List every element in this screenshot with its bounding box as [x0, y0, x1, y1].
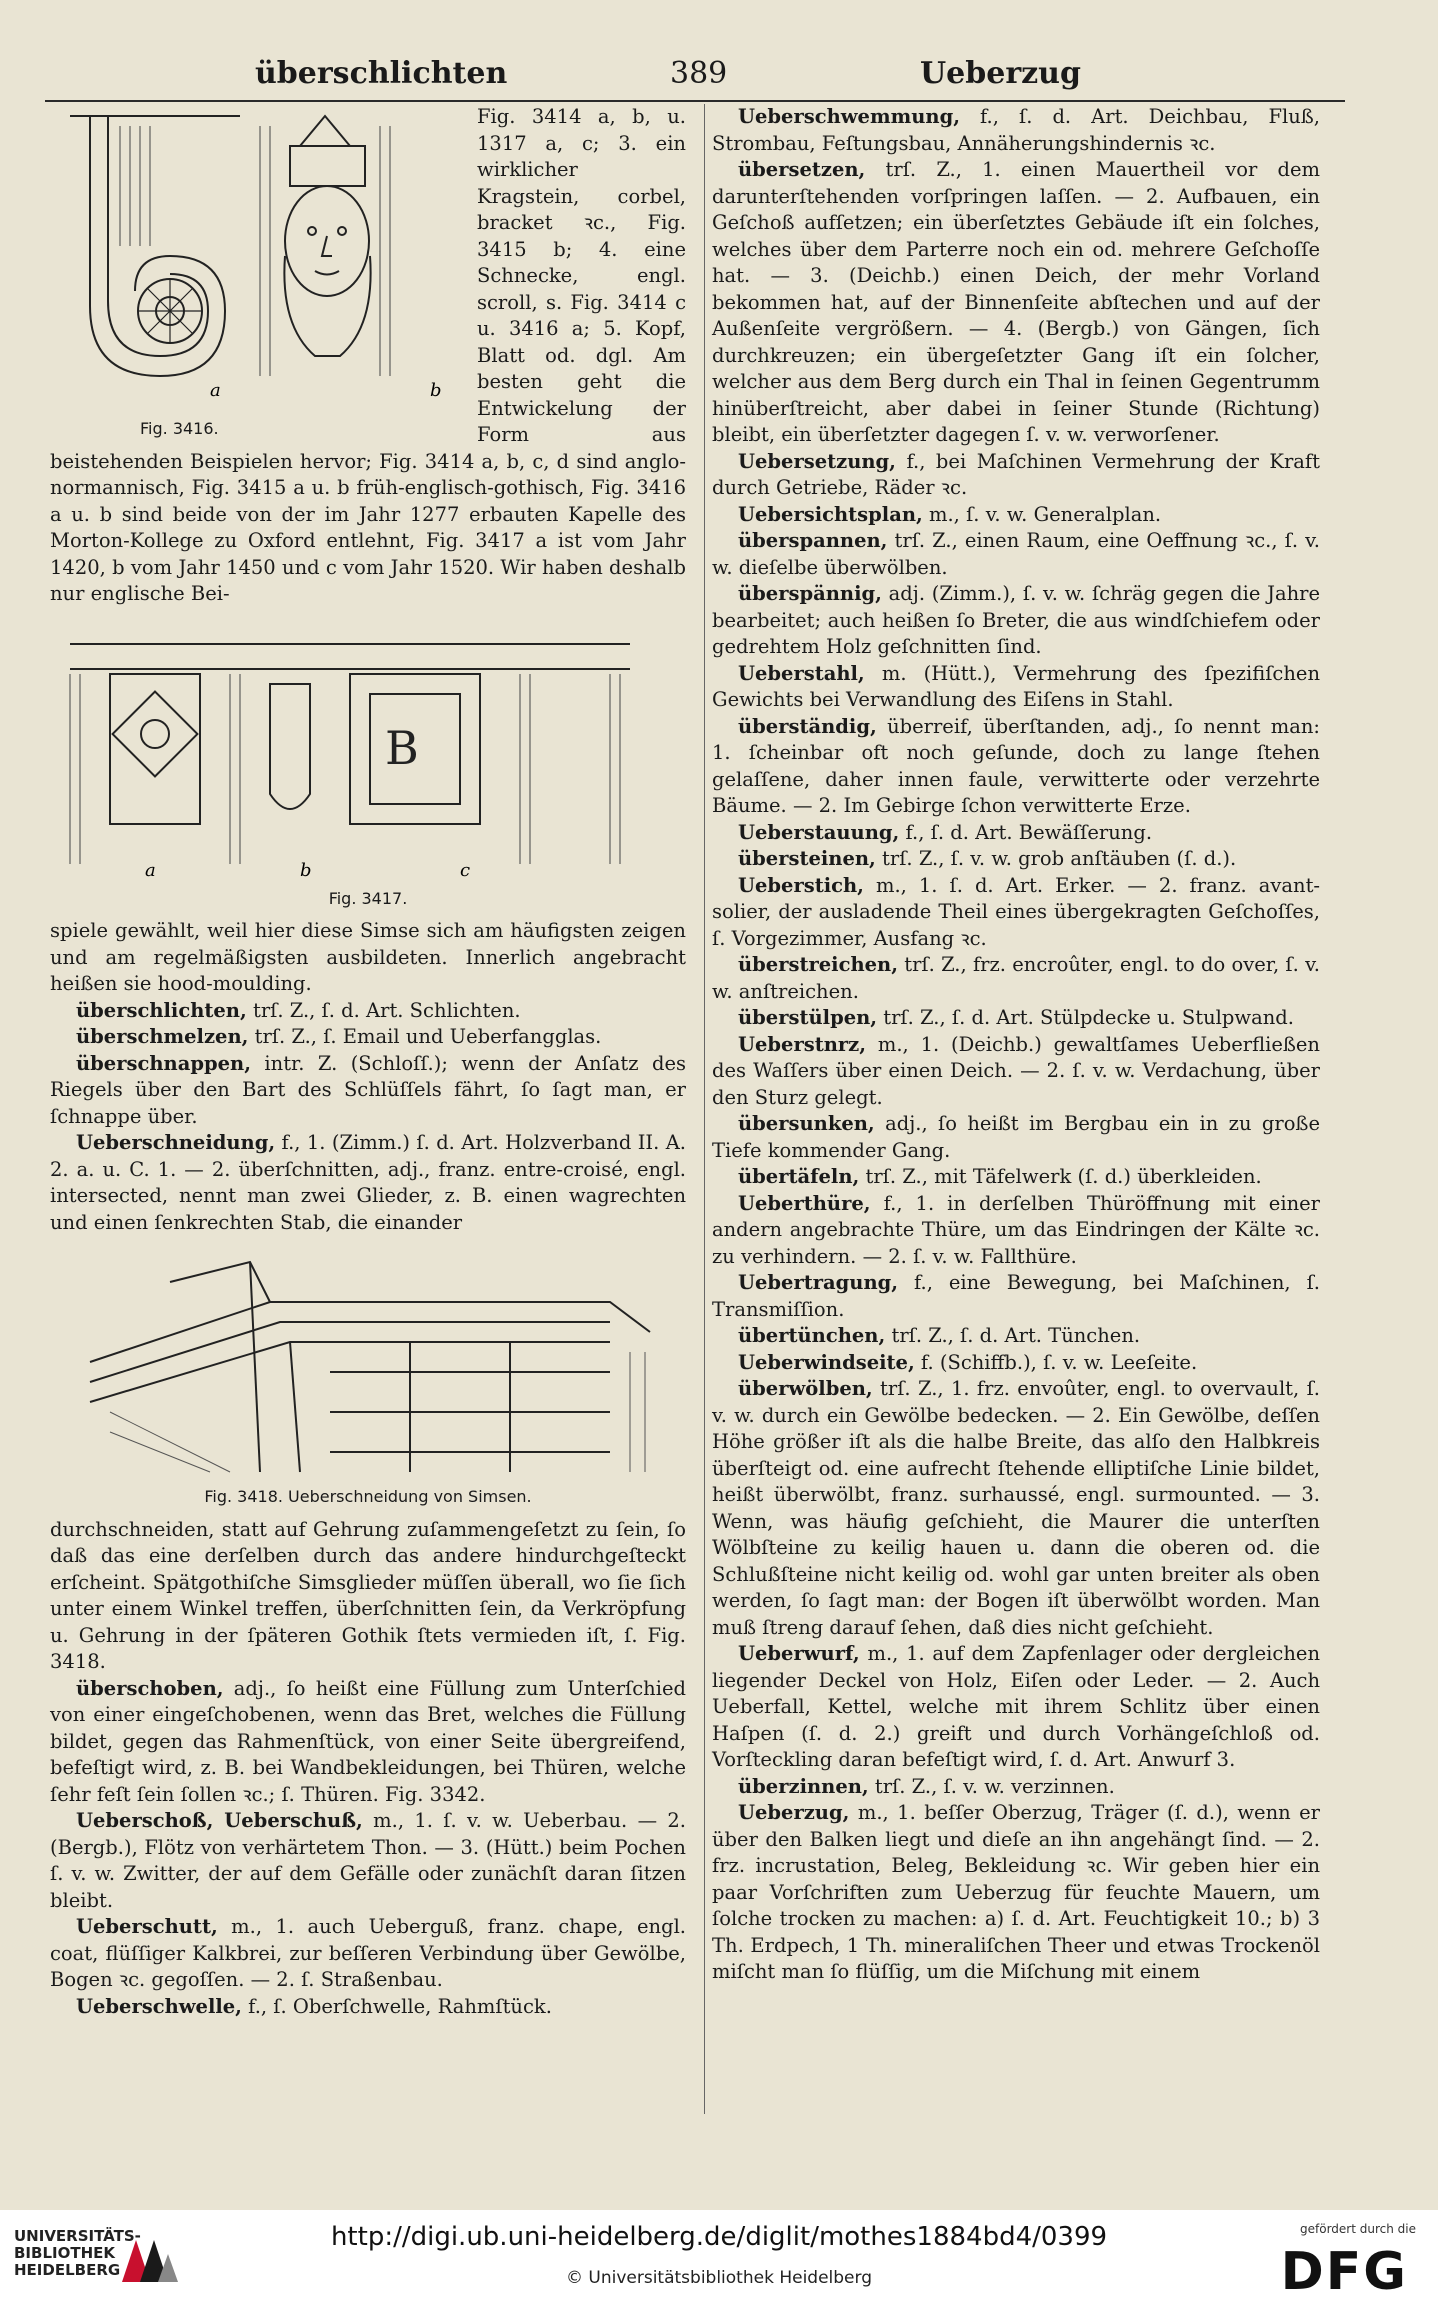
library-line-2: BIBLIOTHEK	[14, 2244, 115, 2262]
entry-text: trſ. Z., ſ. d. Art. Schlichten.	[246, 998, 521, 1022]
svg-text:B: B	[385, 720, 419, 775]
entry-text: f., bei Maſchinen Vermehrung der Kraft durch Getriebe, Räder ꝛc.	[712, 449, 1320, 499]
headword: überschlichten,	[76, 998, 247, 1022]
headword: Ueberwindseite,	[738, 1350, 915, 1374]
running-header	[50, 50, 1388, 96]
entry-text: trſ. Z., 1. frz. envoûter, engl. to overvault, ſ. v. w. durch ein Gewölbe bedecken. — 2. Ein Gewölbe, deſſen Höhe größer iſt als die halbe Breite, das alſo den Halbkreis überſteigt od. eine aufrecht ſtehende elliptiſche Linie bildet, heißt überwölbt, franz. surhaussé, engl. surmounted. — 3. Wenn, was häufig geſchieht, die Maurer die unterſten Wölbſteine zu keilig hauen u. dann die oberen od. die Schlußſteine nicht keilig od. wohl gar unten breiter als oben werden, ſo ſagt man: der Bogen iſt überwölbt worden. Man muß ſtreng darauf ſehen, daß dies nicht geſchieht.	[712, 1377, 1320, 1639]
entry-text: überreif, überſtanden, adj., ſo nennt man: 1. ſcheinbar oft noch geſunde, doch zu lange ſtehen gelaſſene, daher innen faule, verwitterte oder verzehrte Bäume. — 2. Im Gebirge ſchon verwitterte Erze.	[712, 714, 1320, 817]
dictionary-entry	[712, 820, 1320, 847]
entry-ueberschoben	[50, 1676, 686, 1809]
headword: Ueberthüre,	[738, 1191, 871, 1215]
entry-text: m. (Hütt.), Vermehrung des ſpezifiſchen Gewichts bei Verwandlung des Eiſens in Stahl.	[712, 661, 1320, 711]
headword: Ueberstauung,	[738, 820, 900, 844]
entry-text: f., ſ. d. Art. Bewäſſerung.	[899, 820, 1153, 844]
figure-3417	[50, 614, 686, 913]
entry-text: trſ. Z., einen Raum, eine Oeffnung ꝛc., ſ. v. w. dieſelbe überwölben.	[712, 529, 1320, 579]
fig3416-label-b: b	[430, 380, 442, 401]
page-number: 389	[670, 56, 728, 91]
entry-text: trſ. Z., ſ. v. w. grob anſtäuben (ſ. d.).	[875, 847, 1237, 870]
headword: überstreichen,	[738, 953, 898, 976]
entry-ueberschlichten	[50, 998, 686, 1025]
library-line-1: UNIVERSITÄTS-	[14, 2227, 141, 2245]
headword: überständig,	[738, 714, 877, 738]
entry-text: trſ. Z., 1. einen Mauertheil vor dem darunterſtehenden vorſpringen laſſen. — 2. Aufbauen, ein Geſchoß aufſetzen; ein überſetztes Gebäude iſt ein ſolches, welches über dem Parterre noch ein od. mehrere Geſchoſſe hat. — 3. (Deichb.) einen Deich, der mehr Vorland bekommen hat, auf der Binnenſeite abſtechen und auf der Außenſeite vergrößern. — 4. (Bergb.) von Gängen, ſich durchkreuzen; ein übergeſetzter Gang iſt ein ſolcher, welcher aus dem Berg durch ein Thal in ſeinen Gegentrumm hinüberſtreicht, aber dabei in ſeiner Stunde (Richtung) bleibt, ein überſetzter dagegen ſ. v. w. verworſener.	[712, 158, 1320, 446]
figure-3417-drawing	[50, 614, 650, 884]
dictionary-entry	[712, 1800, 1320, 1986]
entry-text: adj., ſo heißt im Bergbau ein in zu große Tiefe kommender Gang.	[712, 1112, 1320, 1162]
copyright-notice: © Universitätsbibliothek Heidelberg	[565, 2268, 872, 2288]
entry-text: m., 1. ſ. v. w. Ueberbau. — 2. (Bergb.), Flötz von verhärtetem Thon. — 3. (Hütt.) beim Pochen ſ. v. w. Zwitter, der auf dem Gefälle oder zunächſt daran ſitzen bleibt.	[50, 1809, 686, 1912]
dictionary-entry	[712, 714, 1320, 820]
headword: überschoben,	[76, 1676, 224, 1700]
dictionary-entry	[712, 873, 1320, 953]
headword: Ueberschoß, Ueberschuß,	[76, 1809, 363, 1832]
entry-ueberschmelzen	[50, 1024, 686, 1051]
dictionary-entry	[712, 952, 1320, 1005]
dictionary-entry	[712, 1350, 1320, 1377]
funder-caption: gefördert durch die	[1300, 2222, 1416, 2236]
library-line-3: HEIDELBERG	[14, 2261, 121, 2279]
headword: überspannen,	[738, 529, 888, 552]
entry-text: f., 1. in derſelben Thüröffnung mit einer andern angebrachte Thüre, um das Eindringen der Kälte ꝛc. zu verhindern. — 2. ſ. v. w. Fallthüre.	[712, 1191, 1320, 1268]
column-divider	[704, 104, 705, 2114]
headword: Ueberstnrz,	[738, 1032, 867, 1056]
entry-ueberschwelle	[50, 1994, 686, 2021]
dictionary-entry	[712, 846, 1320, 873]
fig3416-label-a: a	[210, 380, 221, 401]
permalink-url[interactable]: http://digi.ub.uni-heidelberg.de/diglit/mothes1884bd4/0399	[330, 2222, 1108, 2252]
viewer-footer	[0, 2210, 1438, 2308]
entry-text: f., 1. (Zimm.) ſ. d. Art. Holzverband II. A. 2. a. u. C. 1. — 2. überſchnitten, adj., franz. entre-croisé, engl. intersected, nennt man zwei Glieder, z. B. einen wagrechten und einen ſenkrechten Stab, die einander	[50, 1131, 686, 1234]
dictionary-entry	[712, 1111, 1320, 1164]
right-running-head: Ueberzug	[920, 56, 1081, 91]
dictionary-entry	[712, 1005, 1320, 1032]
header-rule	[45, 100, 1345, 102]
headword: überzinnen,	[738, 1774, 869, 1798]
headword: überspännig,	[738, 582, 882, 605]
entry-text: m., 1. beſſer Oberzug, Träger (ſ. d.), wenn er über den Balken liegt und dieſe an ihn angehängt ſind. — 2. frz. incrustation, Beleg, Bekleidung ꝛc. Wir geben hier ein paar Vorſchriften zum Ueberzug für feuchte Mauern, um ſolche trocken zu machen: a) ſ. d. Art. Feuchtigkeit 10.; b) 3 Th. Erdpech, 1 Th. mineraliſchen Theer und etwas Trockenöl miſcht man ſo flüſſig, um die Miſchung mit einem	[712, 1801, 1320, 1983]
dictionary-entry	[712, 661, 1320, 714]
headword: Ueberschwemmung,	[738, 105, 960, 128]
after-figure-paragraph: spiele gewählt, weil hier diese Simse sich am häufigsten zeigen und am regelmäßigsten ausbildeten. Innerlich angebracht heißen sie hood-moulding.	[50, 919, 686, 995]
entry-ueberschnappen	[50, 1051, 686, 1131]
entry-text: trſ. Z., ſ. d. Art. Tünchen.	[885, 1324, 1141, 1347]
dictionary-entry	[712, 1323, 1320, 1350]
headword: Uebersichtsplan,	[738, 502, 923, 526]
entry-text: m., 1. ſ. d. Art. Erker. — 2. franz. avant-solier, der ausladende Theil eines übergekragten Geſchoſſes, ſ. Vorgezimmer, Ausfang ꝛc.	[712, 873, 1320, 950]
entry-text: trſ. Z., ſ. v. w. verzinnen.	[868, 1774, 1115, 1798]
figure-3418-caption: Fig. 3418. Ueberschneidung von Simsen.	[204, 1487, 532, 1506]
entry-ueberschoss	[50, 1808, 686, 1914]
entry-text: trſ. Z., ſ. Email und Ueberfangglas.	[248, 1025, 602, 1048]
dictionary-entry	[712, 1774, 1320, 1801]
dictionary-entry	[712, 1191, 1320, 1271]
headword: Uebersetzung,	[738, 449, 896, 473]
headword: Ueberschutt,	[76, 1915, 218, 1938]
dictionary-entry	[712, 1641, 1320, 1774]
dictionary-entry	[712, 502, 1320, 529]
entry-text: f., ſ. d. Art. Deichbau, Fluß, Strombau, Feſtungsbau, Annäherungshindernis ꝛc.	[712, 105, 1320, 155]
entry-text: m., ſ. v. w. Generalplan.	[922, 502, 1162, 526]
figure-3418-drawing	[50, 1242, 686, 1482]
headword: Uebertragung,	[738, 1271, 899, 1294]
entry-text: trſ. Z., ſ. d. Art. Stülpdecke u. Stulpwand.	[877, 1006, 1294, 1029]
entry-ueberschutt	[50, 1914, 686, 1994]
entry-text: f., eine Bewegung, bei Maſchinen, ſ. Transmiſſion.	[712, 1271, 1320, 1321]
dictionary-entry	[712, 1032, 1320, 1112]
after-figure-3418-paragraph: durchschneiden, statt auf Gehrung zuſammengeſetzt zu ſein, ſo daß das eine derſelben durch das andere hindurchgeſteckt erſcheint. Spätgothiſche Simsglieder müſſen überall, wo ſie ſich unter einem Winkel treffen, überſchnitten ſein, da Verkröpfung u. Gehrung in der ſpäteren Gothik ſtets vermieden iſt, ſ. Fig. 3418.	[50, 1517, 686, 1673]
right-column	[712, 104, 1320, 1986]
fig3417-label-c: c	[460, 859, 471, 881]
dfg-logo: DFG	[1280, 2242, 1408, 2302]
headword: Ueberschneidung,	[76, 1131, 276, 1154]
entry-text: adj. (Zimm.), ſ. v. w. ſchräg gegen die Jahre bearbeitet; auch heißen ſo Breter, die aus windſchiefem oder gedrehtem Holz geſchnitten ſind.	[712, 582, 1320, 658]
dictionary-entry	[712, 581, 1320, 661]
dictionary-entry	[712, 157, 1320, 449]
entry-text: m., 1. (Deichb.) gewaltſames Ueberfließen des Waſſers über einen Deich. — 2. ſ. v. w. Verdachung, über den Sturz gelegt.	[712, 1032, 1320, 1109]
dictionary-entry	[712, 1270, 1320, 1323]
headword: Ueberstich,	[738, 873, 864, 897]
entry-text: f. (Schiffb.), ſ. v. w. Leeſeite.	[914, 1350, 1198, 1374]
headword: Ueberwurf,	[738, 1642, 860, 1665]
figure-3418	[50, 1242, 686, 1511]
headword: Ueberzug,	[738, 1801, 850, 1824]
figure-3416-drawing	[50, 106, 465, 406]
entry-text: adj., ſo heißt eine Füllung zum Unterſchied von einer eingeſchobenen, wenn das Bret, welches die Füllung bildet, gegen das Rahmenſtück, von einer Seite übergreifend, befeſtigt wird, z. B. bei Wandbekleidungen, bei Thüren, welche ſehr feſt ſein ſollen ꝛc.; ſ. Thüren. Fig. 3342.	[50, 1676, 686, 1806]
figure-3416-caption: Fig. 3416.	[140, 418, 219, 438]
figure-3417-caption: Fig. 3417.	[328, 888, 408, 908]
headword: übersteinen,	[738, 847, 876, 870]
dictionary-entry	[712, 1376, 1320, 1641]
headword: übertäfeln,	[738, 1165, 860, 1188]
headword: überstülpen,	[738, 1006, 878, 1029]
fig3417-label-a: a	[145, 859, 156, 881]
headword: überschmelzen,	[76, 1025, 249, 1048]
entry-text: m., 1. auf dem Zapfenlager oder dergleichen liegender Deckel von Holz, Eiſen oder Leder. — 2. Auch Ueberfall, Kettel, welche mit ihrem Schlitz über einen Haſpen (ſ. d. 2.) greift und durch Vorhängeſchloß od. Vorſteckling daran befeſtigt wird, ſ. d. Art. Anwurf 3.	[712, 1642, 1320, 1771]
entry-text: f., ſ. Oberſchwelle, Rahmſtück.	[241, 1994, 552, 2018]
left-column	[50, 104, 686, 2020]
entry-text: trſ. Z., frz. encroûter, engl. to do over, ſ. v. w. anſtreichen.	[712, 953, 1320, 1003]
headword: übertünchen,	[738, 1324, 886, 1347]
entry-text: intr. Z. (Schloſſ.); wenn der Anſatz des Riegels über den Bart des Schlüſſels fährt, ſo ſagt man, er ſchnappe über.	[50, 1051, 686, 1128]
headword: überwölben,	[738, 1377, 873, 1400]
intro-paragraph: Fig. 3414 a, b, u. 1317 a, c; 3. ein wirklicher Kragstein, corbel, bracket ꝛc., Fig. 3415 b; 4. eine Schnecke, engl. scroll, s. Fig. 3414 c u. 3416 a; 5. Kopf, Blatt od. dgl. Am besten geht die Entwickelung der Form aus beistehenden Beispielen hervor; Fig. 3414 a, b, c, d sind anglo-normannisch, Fig. 3415 a u. b früh-englisch-gothisch, Fig. 3416 a u. b sind beide von der im Jahr 1277 erbauten Kapelle des Morton-Kollege zu Oxford entlehnt, Fig. 3417 a ist vom Jahr 1420, b vom Jahr 1450 und c vom Jahr 1520. Wir haben deshalb nur englische Bei-	[50, 105, 686, 605]
dictionary-entry	[712, 1164, 1320, 1191]
entry-text: trſ. Z., mit Täfelwerk (ſ. d.) überkleiden.	[859, 1165, 1262, 1188]
figure-3416	[50, 106, 465, 442]
headword: übersetzen,	[738, 158, 866, 181]
entry-text: m., 1. auch Ueberguß, franz. chape, engl. coat, flüſſiger Kalkbrei, zur beſſeren Verbindung über Gewölbe, Bogen ꝛc. gegoſſen. — 2. ſ. Straßenbau.	[50, 1915, 686, 1991]
headword: Ueberstahl,	[738, 661, 865, 685]
headword: übersunken,	[738, 1112, 875, 1135]
fig3417-label-b: b	[300, 859, 312, 881]
left-running-head: überschlichten	[255, 56, 508, 91]
dictionary-entry	[712, 528, 1320, 581]
headword: Ueberschwelle,	[76, 1994, 242, 2018]
dictionary-entry	[712, 104, 1320, 157]
dictionary-entry	[712, 449, 1320, 502]
entry-ueberschneidung	[50, 1130, 686, 1236]
headword: überschnappen,	[76, 1051, 251, 1075]
